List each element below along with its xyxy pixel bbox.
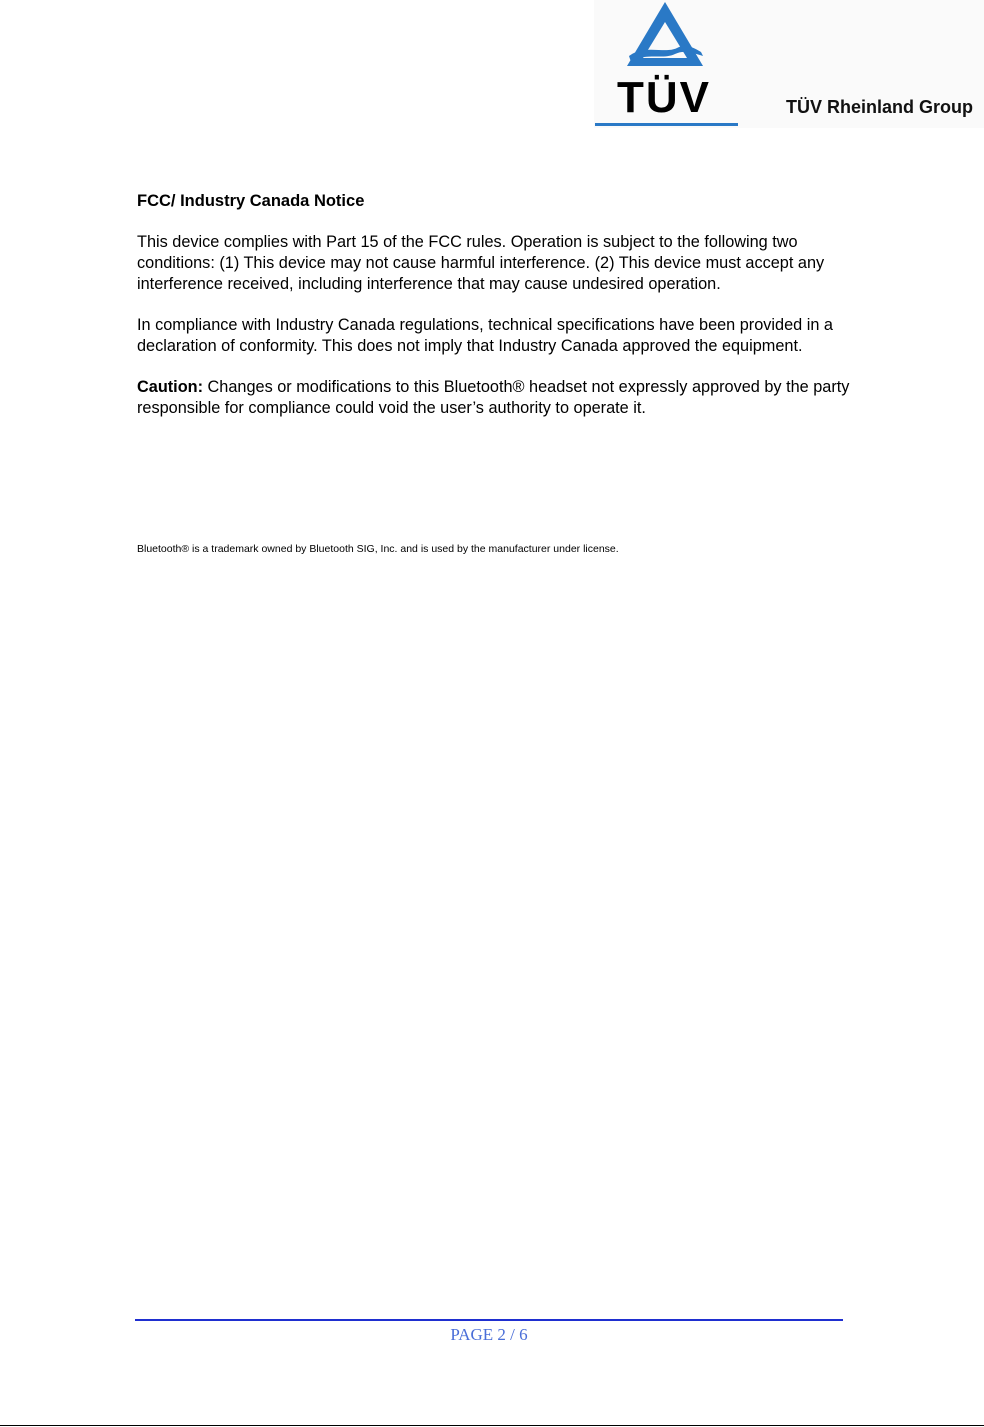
logo-underline bbox=[595, 123, 738, 126]
industry-canada-paragraph: In compliance with Industry Canada regulations, technical specifications have been provided in a declaration of conformity. This does not imply that Industry Canada approved the equipment. bbox=[137, 316, 833, 355]
group-name: TÜV Rheinland Group bbox=[786, 97, 973, 117]
fcc-paragraph: This device complies with Part 15 of the FCC rules. Operation is subject to the following two conditions: (1) This device may not cause harmful interference. (2) This device must accept any interference received, including interference that may cause undesired operation. bbox=[137, 233, 825, 293]
page-number: PAGE 2 / 6 bbox=[450, 1325, 528, 1344]
page-bottom-border bbox=[0, 1425, 984, 1426]
trademark-note: Bluetooth® is a trademark owned by Bluetooth SIG, Inc. and is used by the manufacturer under license. bbox=[137, 543, 619, 555]
footer-rule bbox=[135, 1319, 843, 1321]
notice-title: FCC/ Industry Canada Notice bbox=[137, 192, 365, 210]
caution-label: Caution: bbox=[137, 378, 204, 396]
caution-text: Changes or modifications to this Bluetooth® headset not expressly approved by the party responsible for compliance could void the user’s authority to operate it. bbox=[137, 378, 850, 417]
tuv-triangle-logo-icon bbox=[615, 0, 719, 72]
tuv-wordmark: TÜV bbox=[617, 73, 711, 122]
notice-body bbox=[137, 191, 857, 439]
caution-paragraph bbox=[137, 377, 857, 419]
